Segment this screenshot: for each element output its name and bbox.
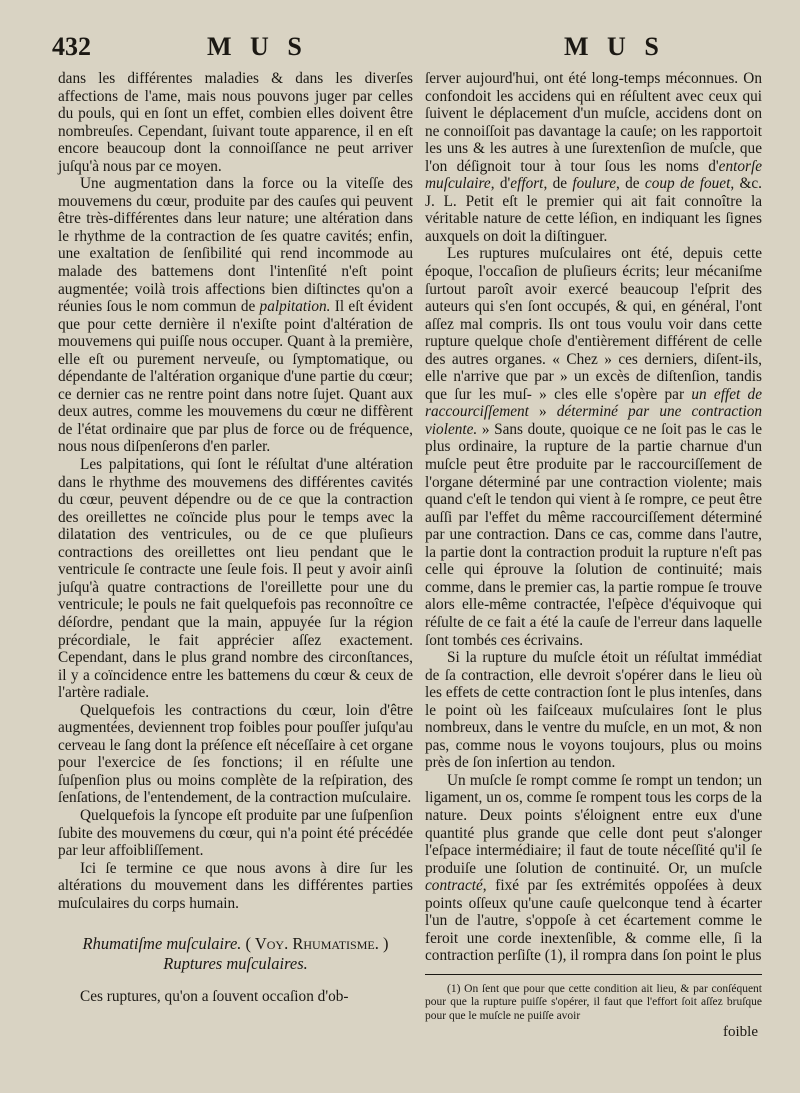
left-column xyxy=(58,70,413,1006)
paragraph: Ces ruptures, qu'on a ſouvent occaſion d'ob- xyxy=(80,988,349,1006)
running-head-right: M U S xyxy=(564,32,665,61)
text-run: , de xyxy=(543,175,568,193)
page-number: 432 xyxy=(52,32,91,61)
section-title xyxy=(58,934,413,954)
text-run: , d' xyxy=(490,175,511,193)
paragraph: Quelquefois la ſyncope eſt produite par une ſuſpenſion ſubite des mouvemens du cœur, qui n'a point été précédée par leur affoibliſſement. xyxy=(58,806,413,860)
emphasis: foulure xyxy=(572,175,616,193)
emphasis: un effet de raccourciſſement xyxy=(425,385,762,421)
text-run: , fixé par ſes extrémités oppoſées à deux points oſſeux qu'une cauſe quelconque tend à écarter l'un de l'autre, s'oppoſe à cet écartement comme le feroit une corde inextenſible, & comme elle, ſi la contraction perſiſte (1), il rompra dans ſon point le plus xyxy=(425,877,762,965)
emphasis: effort xyxy=(510,175,544,193)
cross-reference: ( Voy. Rhumatisme. ) xyxy=(245,934,389,954)
emphasis: contracté xyxy=(425,877,483,895)
paragraph xyxy=(58,175,413,456)
text-run: , de xyxy=(615,175,640,193)
emphasis: coup de fouet xyxy=(644,175,731,193)
text-run: Une augmentation dans la force ou la viteſſe des mouvemens du cœur, produite par des cauſes qui peuvent être très-différentes dans leur nature; une altération dans le rhythme de la contraction de ſes quatre cavités; enfin, une exaltation de ſenſibilité qui rend incommode au malade des battemens dont l'intenſité n'eſt point augmentée; voilà trois affections bien diſtinctes qu'on a réunies ſous le nom commun de xyxy=(58,175,413,316)
right-column xyxy=(425,70,762,1041)
catchword: foible xyxy=(723,1023,758,1040)
emphasis: palpitation. xyxy=(259,298,331,316)
paragraph xyxy=(425,245,762,649)
text-run: » xyxy=(539,403,547,421)
text-run: , &c. J. L. Petit eſt le premier qui ait fait connoître la véritable nature de cette léſion, en indiquant les ſignes auxquels on doit la diſtinguer. xyxy=(425,175,762,245)
text-run: Il eſt évident que pour cette dernière il n'exiſte point d'altération de mouvemens qui puiſſe nous occuper. Quant à la première, elle eſt ou purement nerveuſe, ou ſymptomatique, ou dépendante de l'altération organique d'une partie du cœur; ce dernier cas ne rentre point dans notre ſujet. Quant aux deux autres, comme les mouvemens du cœur ne diffèrent de l'état ordinaire que par plus de force ou de fréquence, nous nous diſpenſerons d'en parler. xyxy=(58,298,414,456)
paragraph xyxy=(425,70,762,245)
section-subtitle: Ruptures muſculaires. xyxy=(163,954,308,974)
text-run: Un muſcle ſe rompt comme ſe rompt un tendon; un ligament, un os, comme ſe rompent tous les corps de la nature. Deux points s'éloignent entre eux d'une quantité plus grande que celle dont peut s'alonger l'eſpace intermédiaire; il faut de toute néceſſité qu'il ſe produiſe une ſolution de continuité. Or, un muſcle xyxy=(425,771,762,877)
footnote-divider xyxy=(425,974,762,975)
running-header xyxy=(0,32,800,66)
paragraph: Quelquefois les contractions du cœur, loin d'être augmentées, deviennent trop foibles pour pouſſer juſqu'au cerveau le ſang dont la préſence eſt néceſſaire à cet organe pour l'exercice de ſes fonctions; il en réſulte une ſuſpenſion plus ou moins complète de la reſpiration, des ſenſations, de l'entendement, de la contraction muſculaire. xyxy=(58,701,413,807)
paragraph: Ici ſe termine ce que nous avons à dire ſur les altérations du mouvement dans les différentes parties muſculaires du corps humain. xyxy=(58,859,413,912)
text-run: Les ruptures muſculaires ont été, depuis cette époque, l'occaſion de pluſieurs écrits; leur mécaniſme ſurtout paroît avoir exercé beaucoup l'eſprit des auteurs qui s'en ſont occupés, & qui, en général, l'ont aſſez mal compris. Ils ont tous voulu voir dans cette rupture quelque choſe d'entièrement différent de celle des autres organes. « Chez » ces derniers, diſent-ils, elle n'arrive que par » un excès de diſtenſion, tandis que ſur les muſ- » cles elle s'opère par xyxy=(425,245,762,403)
footnote: (1) On ſent que pour que cette condition ait lieu, & par conſéquent pour que la rupture puiſſe s'opérer, il faut que l'effort ſoit aſſez bruſque pour que le muſcle ne puiſſe avoir xyxy=(425,982,762,1023)
paragraph: Les palpitations, qui ſont le réſultat d'une altération dans le rhythme des mouvemens des différentes cavités du cœur, peuvent dépendre ou de ce que la contraction des oreillettes ne coïncide plus pour le temps avec la dilatation des ventricules, ou de ce que pluſieurs contractions des oreillettes ont lieu pendant que le ventricule ſe contracte une ſeule fois. Il peut y avoir ainſi juſqu'à quatre contractions de l'oreillette pour une du ventricule; le pouls ne fait quelquefois pas reconnoître ce déſordre, pendant que la main, appuyée ſur la région précordiale, le fait apprécier aſſez exactement. Cependant, dans le plus grand nombre des circonſtances, il y a coïncidence entre les battemens du cœur & ceux de l'artère radiale. xyxy=(58,456,413,702)
running-head-left: M U S xyxy=(207,32,308,61)
section-title-text: Rhumatiſme muſculaire. xyxy=(82,934,242,954)
text-run: ſerver aujourd'hui, ont été long-temps méconnues. On confondoit les accidens qui en réſultent avec ceux qui ſuivent le déplacement d'un muſcle, accidens dont on ne connoiſſoit pas davantage la cauſe; on les rapportoit les uns & les autres à une ſurextenſion de muſcle, que l'on déſignoit tour à tour ſous les noms d' xyxy=(425,70,762,175)
paragraph: Si la rupture du muſcle étoit un réſultat immédiat de ſa contraction, elle devroit s'opérer dans le lieu où les effets de cette contraction ſont le plus intenſes, dans le point où les faiſceaux muſculaires ſont le plus nombreux, dans le ventre du muſcle, en un mot, & non pas, comme nous le voyons toujours, plus ou moins près de ſon inſertion au tendon. xyxy=(425,649,762,772)
emphasis: entorſe muſculaire xyxy=(425,157,762,193)
paragraph xyxy=(425,772,762,965)
paragraph: dans les différentes maladies & dans les diverſes affections de l'ame, mais nous pouvons juger par celles du pouls, qui en ſont un effet, combien elles doivent être nombreuſes. Cependant, ſuivant toute apparence, il en eſt encore beaucoup dont la connoiſſance ne peut arriver juſqu'à nous par ce moyen. xyxy=(58,70,413,175)
text-run: » Sans doute, quoique ce ne ſoit pas le cas le plus ordinaire, la rupture de la partie charnue d'un muſcle peut être produite par le raccourciſſement de l'organe déterminé par une contraction violente; mais quand c'eſt le tendon qui vient à ſe rompre, ce peut être auſſi par l'effet du même raccourciſſement déterminé par une contraction. Dans ce cas, comme dans l'autre, la partie dont la contraction produit la rupture n'eſt pas celle qui éprouve la ſolution de continuité; mais comme, dans le premier cas, la partie rompue ſe trouve alors elle-même contractée, l'eſpèce d'équivoque qui réſulte de ce fait a été la cauſe de l'erreur dans laquelle ſont tombés ces écrivains. xyxy=(425,420,762,649)
emphasis: déterminé par une contraction violente. xyxy=(425,403,762,438)
